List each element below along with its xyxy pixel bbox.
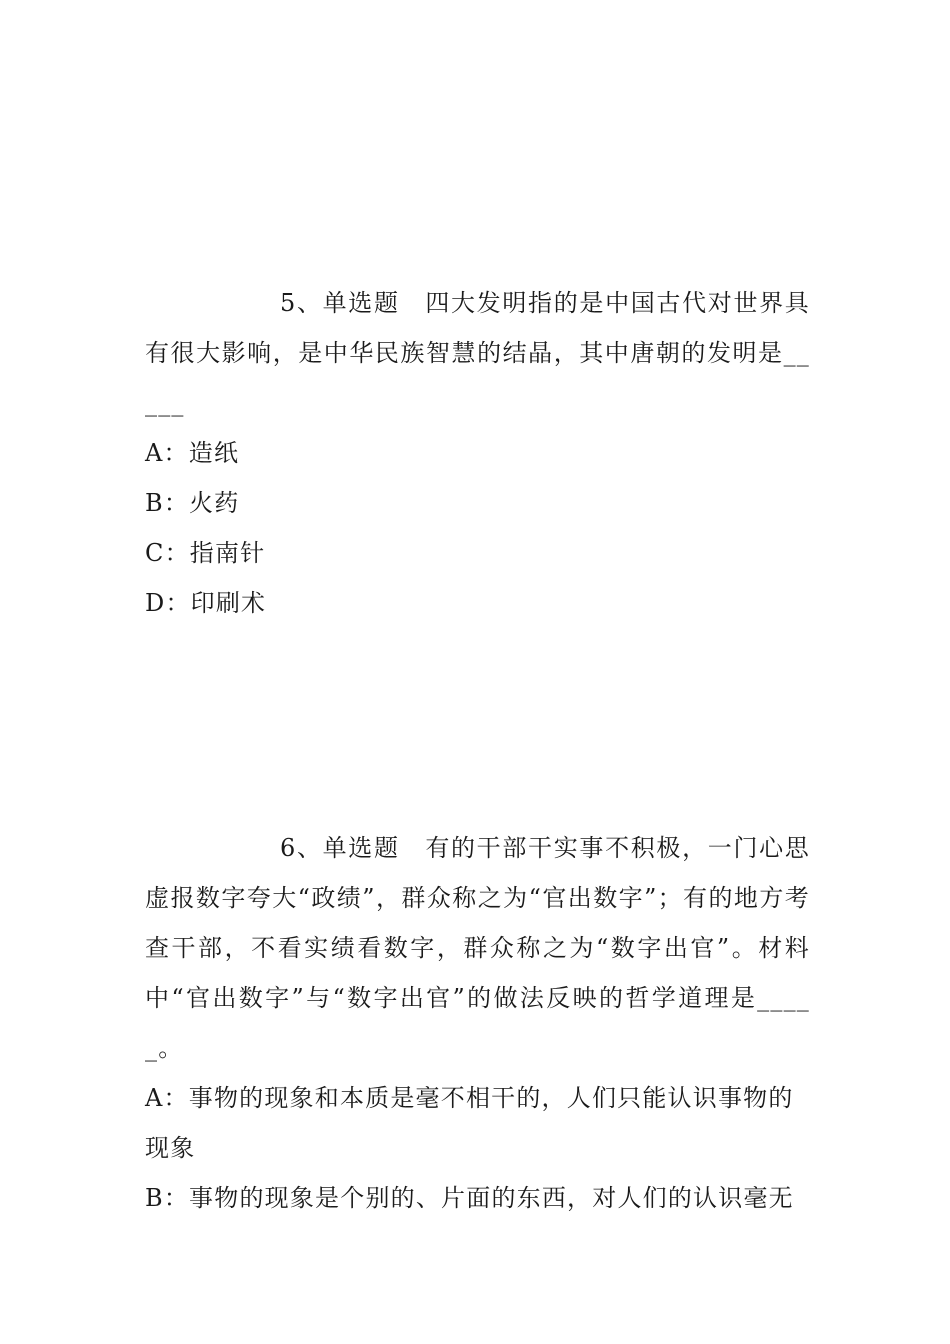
option-letter: A: [145, 1084, 164, 1112]
option-a: [145, 428, 810, 478]
option-list: [145, 1073, 810, 1223]
option-separator: ：: [163, 489, 190, 517]
option-text: 印刷术: [190, 589, 267, 617]
option-d: [145, 578, 810, 628]
option-text: 事物的现象是个别的、片面的东西，对人们的认识毫无: [189, 1184, 794, 1212]
option-a: [145, 1073, 810, 1173]
option-letter: B: [145, 1184, 164, 1212]
option-list: [145, 428, 810, 628]
option-letter: B: [145, 489, 164, 517]
option-separator: ：: [164, 539, 190, 567]
option-text: 指南针: [189, 539, 266, 567]
option-text: 事物的现象和本质是毫不相干的，人们只能认识事物的现象: [145, 1084, 794, 1162]
question-stem: 5、单选题 四大发明指的是中国古代对世界具有很大影响，是中华民族智慧的结晶，其中唐朝的发明是_____: [145, 289, 810, 417]
option-c: [145, 528, 810, 578]
option-separator: ：: [165, 589, 191, 617]
option-letter: D: [145, 589, 166, 617]
option-separator: ：: [163, 1084, 189, 1112]
question-stem: 6、单选题 有的干部干实事不积极，一门心思虚报数字夸大“政绩”，群众称之为“官出数字”；有的地方考查干部，不看实绩看数字，群众称之为“数字出官”。材料中“官出数字”与“数字出官”的做法反映的哲学道理是_____。: [145, 834, 810, 1062]
option-separator: ：: [163, 439, 189, 467]
option-b: [145, 1173, 810, 1223]
option-letter: C: [145, 539, 165, 567]
option-text: 造纸: [188, 439, 240, 467]
option-separator: ：: [163, 1184, 190, 1212]
question-6: [145, 823, 810, 1223]
question-5: [145, 278, 810, 628]
option-text: 火药: [189, 489, 240, 517]
option-b: [145, 478, 810, 528]
option-letter: A: [145, 439, 164, 467]
